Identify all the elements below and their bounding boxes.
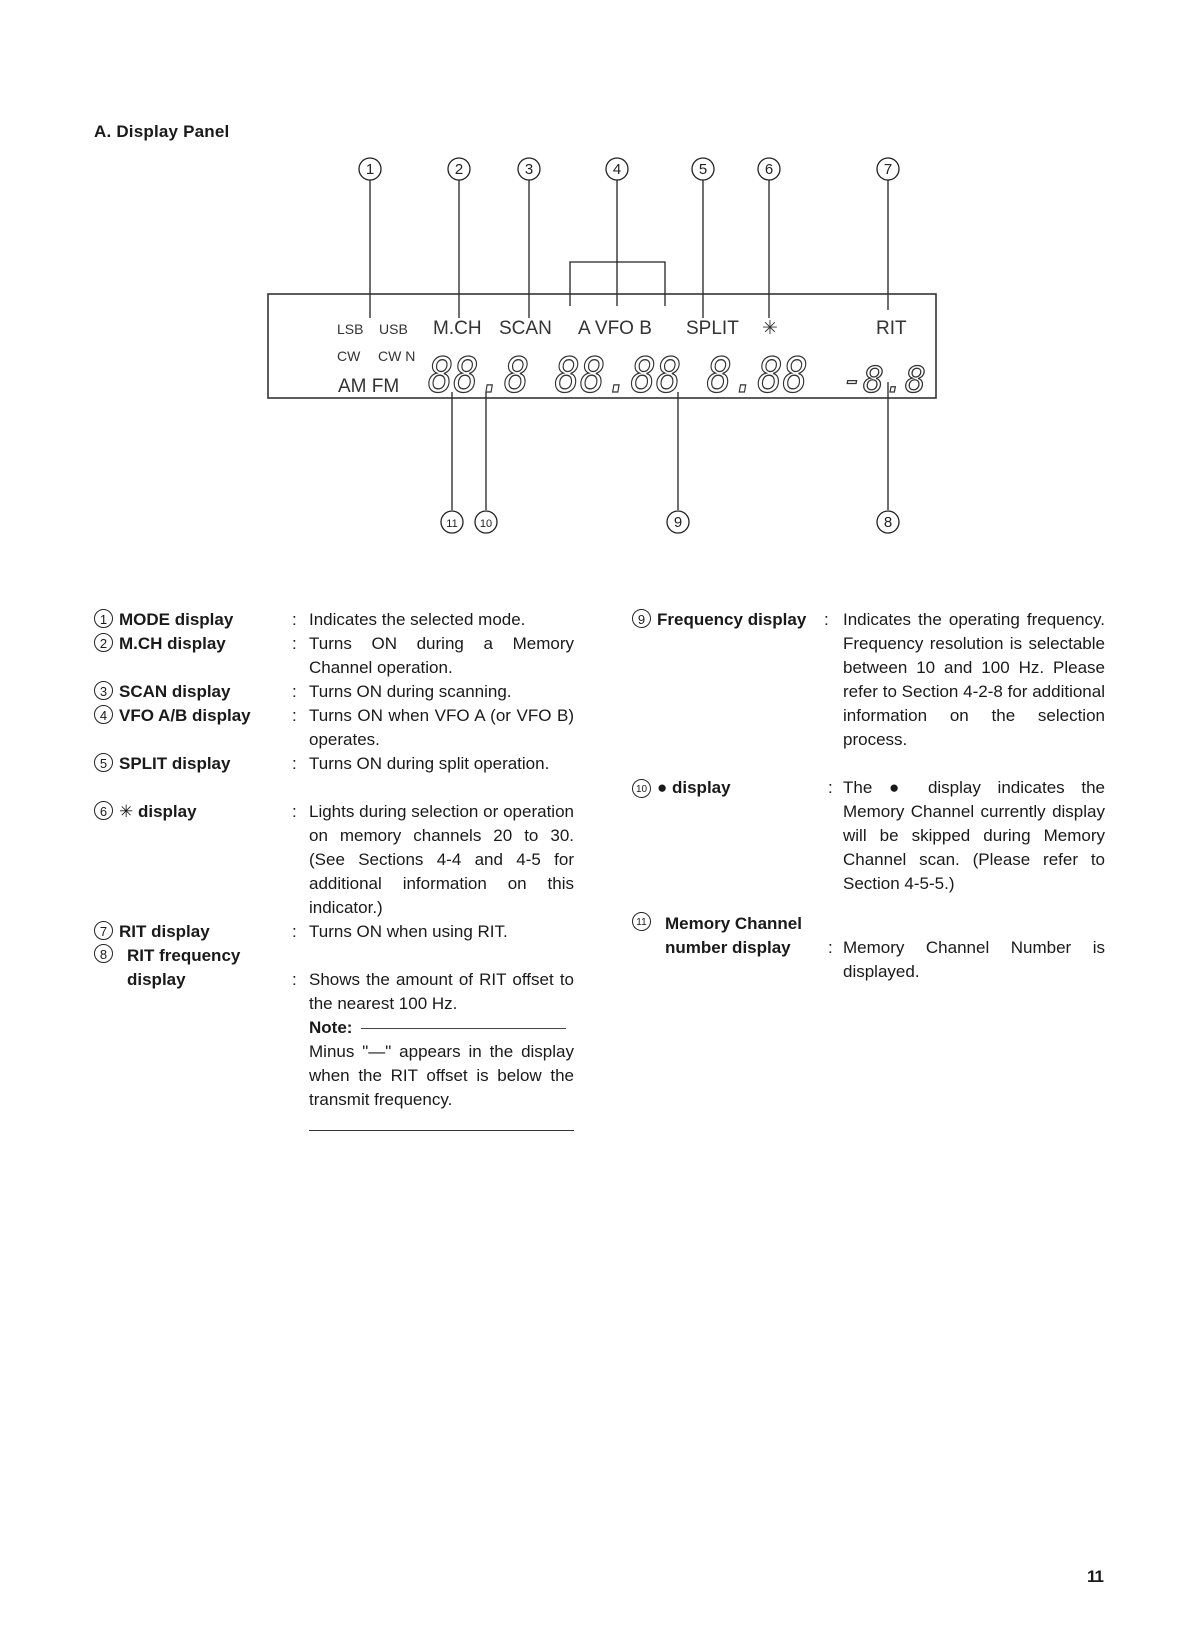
item-number: 8 bbox=[94, 944, 113, 963]
usb-indicator: USB bbox=[379, 321, 408, 337]
item-text: Indicates the selected mode. bbox=[309, 610, 526, 629]
callout-11 bbox=[441, 511, 463, 533]
page-number: 11 bbox=[1087, 1567, 1103, 1586]
item-term: ● display bbox=[657, 778, 731, 797]
item-dot bbox=[632, 776, 731, 800]
item-number: 11 bbox=[632, 912, 651, 931]
item-star bbox=[94, 800, 197, 824]
item-text: Turns ON when VFO A (or VFO B) operates. bbox=[309, 706, 574, 749]
rit-indicator: RIT bbox=[876, 318, 907, 339]
svg-text:7: 7 bbox=[883, 161, 893, 178]
item-term: SPLIT display bbox=[119, 754, 231, 773]
svg-text:6: 6 bbox=[764, 161, 774, 178]
note-title-rule bbox=[361, 1028, 566, 1029]
item-number: 3 bbox=[94, 681, 113, 700]
item-number: 5 bbox=[94, 753, 113, 772]
item-text: Indicates the operating frequency. Frequency resolution is selectable between 10 and 100 Hz. Please refer to Section 4-2-8 for additional information on the selection process. bbox=[843, 610, 1105, 749]
frequency-digits: 88.8 88.88 8.88 bbox=[428, 348, 808, 404]
note-bottom-rule bbox=[309, 1130, 574, 1131]
callout-6 bbox=[758, 158, 780, 180]
svg-text:1: 1 bbox=[365, 161, 375, 178]
item-text: Memory Channel Number is displayed. bbox=[843, 938, 1105, 981]
item-term: MODE display bbox=[119, 610, 234, 629]
item-text: Shows the amount of RIT offset to the nearest 100 Hz. bbox=[309, 970, 574, 1013]
callout-8 bbox=[877, 511, 899, 533]
item-mch bbox=[94, 632, 226, 656]
item-number: 2 bbox=[94, 633, 113, 652]
svg-text:4: 4 bbox=[612, 161, 622, 178]
callout-2 bbox=[448, 158, 470, 180]
item-text: Turns ON during a Memory Channel operation. bbox=[309, 634, 574, 677]
callout-1 bbox=[359, 158, 381, 180]
svg-text:2: 2 bbox=[454, 161, 464, 178]
item-text: Turns ON when using RIT. bbox=[309, 922, 508, 941]
display-panel-diagram bbox=[0, 0, 1191, 560]
vfo-ab-indicator: A VFO B bbox=[578, 318, 652, 339]
item-memory-channel bbox=[632, 912, 822, 960]
item-frequency bbox=[632, 608, 806, 632]
item-rit-frequency bbox=[94, 944, 264, 992]
item-text: Turns ON during scanning. bbox=[309, 682, 512, 701]
rit-digits: -8.8 bbox=[842, 360, 926, 401]
cw-indicator: CW bbox=[337, 348, 361, 364]
svg-text:10: 10 bbox=[479, 518, 493, 530]
mch-indicator: M.CH bbox=[433, 318, 482, 339]
item-term: VFO A/B display bbox=[119, 706, 251, 725]
item-term: Frequency display bbox=[657, 610, 807, 629]
item-term: RIT frequency display bbox=[127, 946, 241, 989]
item-term: RIT display bbox=[119, 922, 210, 941]
item-vfo bbox=[94, 704, 251, 728]
svg-text:5: 5 bbox=[698, 161, 708, 178]
leader-lines bbox=[370, 180, 888, 510]
item-number: 9 bbox=[632, 609, 651, 628]
note-block bbox=[309, 1016, 574, 1112]
lsb-indicator: LSB bbox=[337, 321, 364, 337]
callout-3 bbox=[518, 158, 540, 180]
item-mode bbox=[94, 608, 233, 632]
item-text: The ● display indicates the Memory Channel currently display will be skipped during Memory Channel scan. (Please refer to Section 4-5-5.) bbox=[843, 778, 1105, 893]
item-text: Lights during selection or operation on memory channels 20 to 30. (See Sections 4-4 and 4-5 for additional information on this indicator.) bbox=[309, 802, 574, 917]
item-number: 10 bbox=[632, 779, 651, 798]
item-term: Memory Channel number display bbox=[665, 914, 802, 957]
cwn-indicator: CW N bbox=[378, 348, 416, 364]
callout-9 bbox=[667, 511, 689, 533]
am-fm-indicator: AM FM bbox=[338, 376, 400, 397]
note-text: Minus "—" appears in the display when the RIT offset is below the transmit frequency. bbox=[309, 1042, 574, 1109]
item-number: 1 bbox=[94, 609, 113, 628]
item-split bbox=[94, 752, 230, 776]
item-term: ✳ display bbox=[119, 802, 197, 821]
scan-indicator: SCAN bbox=[499, 318, 552, 339]
callout-5 bbox=[692, 158, 714, 180]
callout-10 bbox=[475, 511, 497, 533]
item-number: 6 bbox=[94, 801, 113, 820]
svg-text:3: 3 bbox=[524, 161, 534, 178]
svg-text:9: 9 bbox=[673, 514, 683, 531]
item-number: 7 bbox=[94, 921, 113, 940]
item-number: 4 bbox=[94, 705, 113, 724]
left-description-column: 1 MODE display : Indicates the selected mode. 2 M.CH display : Turns ON during a Memory Channel operation. 3 SCAN display : Turns ON during scanning. 4 VFO A/B display : Turns ON when VFO A (or VFO B) operates. 5 SPLIT display : Turns ON during split operation. 6 ✳ display : Lights during selection or operation on memory channels 20 to 30. (See Sections 4-4 and 4-5 for additional information on this indicator.) 7 RIT display : Turns ON when using RIT. 8 RIT frequency display : Shows the amount of RIT offset to the nearest 100 Hz. Note: Minus "—" appears in the display when the RIT offset is below the transmit frequency. bbox=[94, 608, 574, 1148]
callout-7 bbox=[877, 158, 899, 180]
split-indicator: SPLIT bbox=[686, 318, 739, 339]
item-term: SCAN display bbox=[119, 682, 231, 701]
right-description-column: 9 Frequency display : Indicates the operating frequency. Frequency resolution is selectable between 10 and 100 Hz. Please refer to Section 4-2-8 for additional information on the selection process. 10 ● display : The ● display indicates the Memory Channel currently display will be skipped during Memory Channel scan. (Please refer to Section 4-5-5.) 11 Memory Channel number display : Memory Channel Number is displayed. bbox=[632, 608, 1107, 1008]
star-indicator: ✳ bbox=[762, 318, 778, 339]
item-scan bbox=[94, 680, 230, 704]
item-rit bbox=[94, 920, 210, 944]
svg-text:8: 8 bbox=[883, 514, 893, 531]
item-term: M.CH display bbox=[119, 634, 226, 653]
svg-text:11: 11 bbox=[446, 518, 458, 530]
note-title: Note: bbox=[309, 1018, 353, 1037]
section-title: A. Display Panel bbox=[94, 122, 230, 141]
item-text: Turns ON during split operation. bbox=[309, 754, 550, 773]
callout-4 bbox=[606, 158, 628, 180]
